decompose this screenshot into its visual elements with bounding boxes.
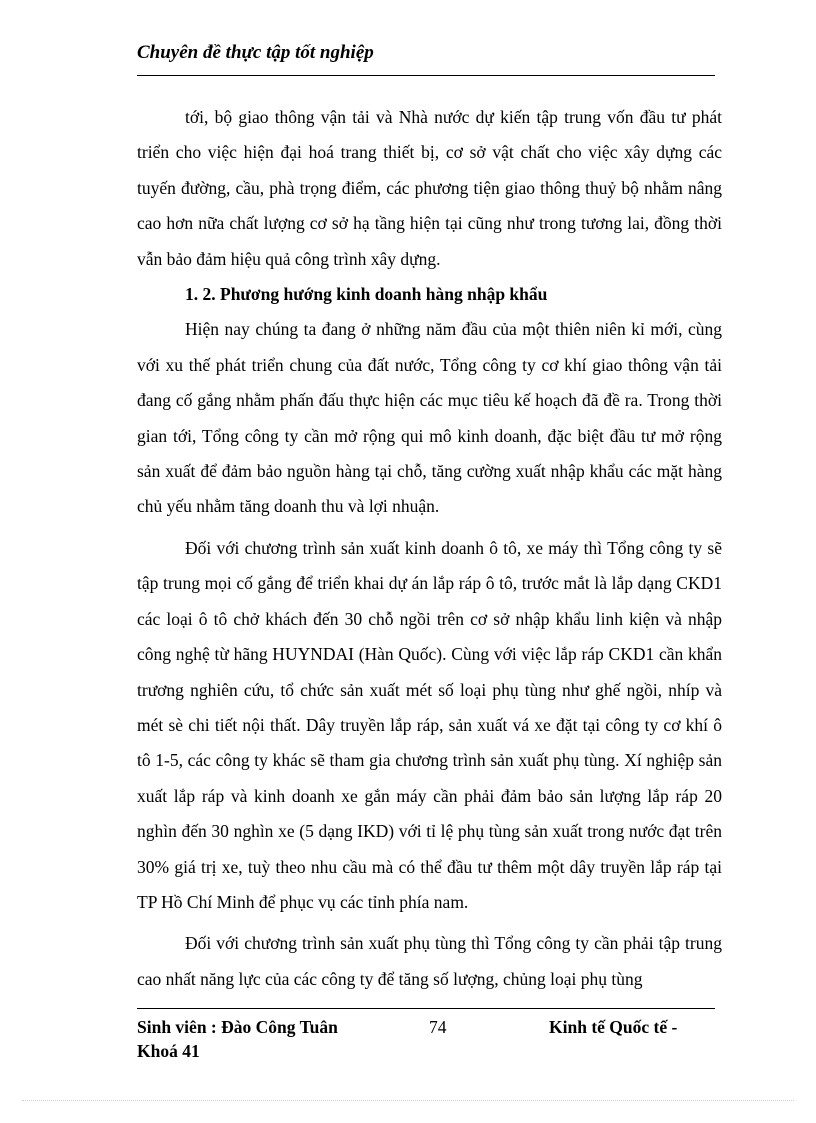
- section-heading: 1. 2. Phương hướng kinh doanh hàng nhập khẩu: [185, 284, 548, 305]
- paragraph-2: Đối với chương trình sản xuất kinh doanh ô tô, xe máy thì Tổng công ty sẽ tập trung mọi cố gắng để triển khai dự án lắp ráp ô tô, trước mắt là lắp dạng CKD1 các loại ô tô chở khách đến 30 chỗ ngồi trên cơ sở nhập khẩu linh kiện và nhập công nghệ từ hãng HUYNDAI (Hàn Quốc). Cùng với việc lắp ráp CKD1 cần khẩn trương nghiên cứu, tổ chức sản xuất mét số loại phụ tùng như ghế ngồi, nhíp và mét sè chi tiết nội thất. Dây truyền lắp ráp, sản xuất vá xe đặt tại công ty cơ khí ô tô 1-5, các công ty khác sẽ tham gia chương trình sản xuất phụ tùng. Xí nghiệp sản xuất lắp ráp và kinh doanh xe gắn máy cần phải đảm bảo sản lượng lắp ráp 20 nghìn đến 30 nghìn xe (5 dạng IKD) với tỉ lệ phụ tùng sản xuất trong nước đạt trên 30% giá trị xe, tuỳ theo nhu cầu mà có thể đầu tư thêm một dây truyền lắp ráp tại TP Hồ Chí Minh để phục vụ các tỉnh phía nam.: [137, 537, 722, 912]
- footer-student: Sinh viên : Đào Công Tuân: [137, 1017, 338, 1037]
- footer-department: Kinh tế Quốc tế -: [549, 1017, 678, 1037]
- document-body: [137, 100, 722, 997]
- page-number: 74: [429, 1017, 447, 1037]
- page-bottom-border: [22, 1100, 794, 1101]
- paragraph-3: Đối với chương trình sản xuất phụ tùng thì Tổng công ty cần phải tập trung cao nhất năng lực của các công ty để tăng số lượng, chủng loại phụ tùng: [137, 933, 722, 989]
- paragraph-1: Hiện nay chúng ta đang ở những năm đầu của một thiên niên kỉ mới, cùng với xu thế phát triển chung của đất nước, Tổng công ty cơ khí giao thông vận tải đang cố gắng nhằm phấn đấu thực hiện các mục tiêu kế hoạch đã đề ra. Trong thời gian tới, Tổng công ty cần mở rộng qui mô kinh doanh, đặc biệt đầu tư mở rộng sản xuất để đảm bảo nguồn hàng tại chỗ, tăng cường xuất nhập khẩu các mặt hàng chủ yếu nhằm tăng doanh thu và lợi nhuận.: [137, 319, 722, 517]
- footer-cohort: Khoá 41: [137, 1041, 200, 1061]
- header-divider: [137, 75, 715, 76]
- intro-paragraph: tới, bộ giao thông vận tải và Nhà nước dự kiến tập trung vốn đầu tư phát triển cho việc hiện đại hoá trang thiết bị, cơ sở vật chất cho việc xây dựng các tuyến đường, cầu, phà trọng điểm, các phương tiện giao thông thuỷ bộ nhằm nâng cao hơn nữa chất lượng cơ sở hạ tầng hiện tại cũng như trong tương lai, đồng thời vẫn bảo đảm hiệu quả công trình xây dựng.: [137, 107, 722, 269]
- page-header-title: Chuyên đề thực tập tốt nghiệp: [137, 42, 374, 63]
- footer-divider: [137, 1008, 715, 1009]
